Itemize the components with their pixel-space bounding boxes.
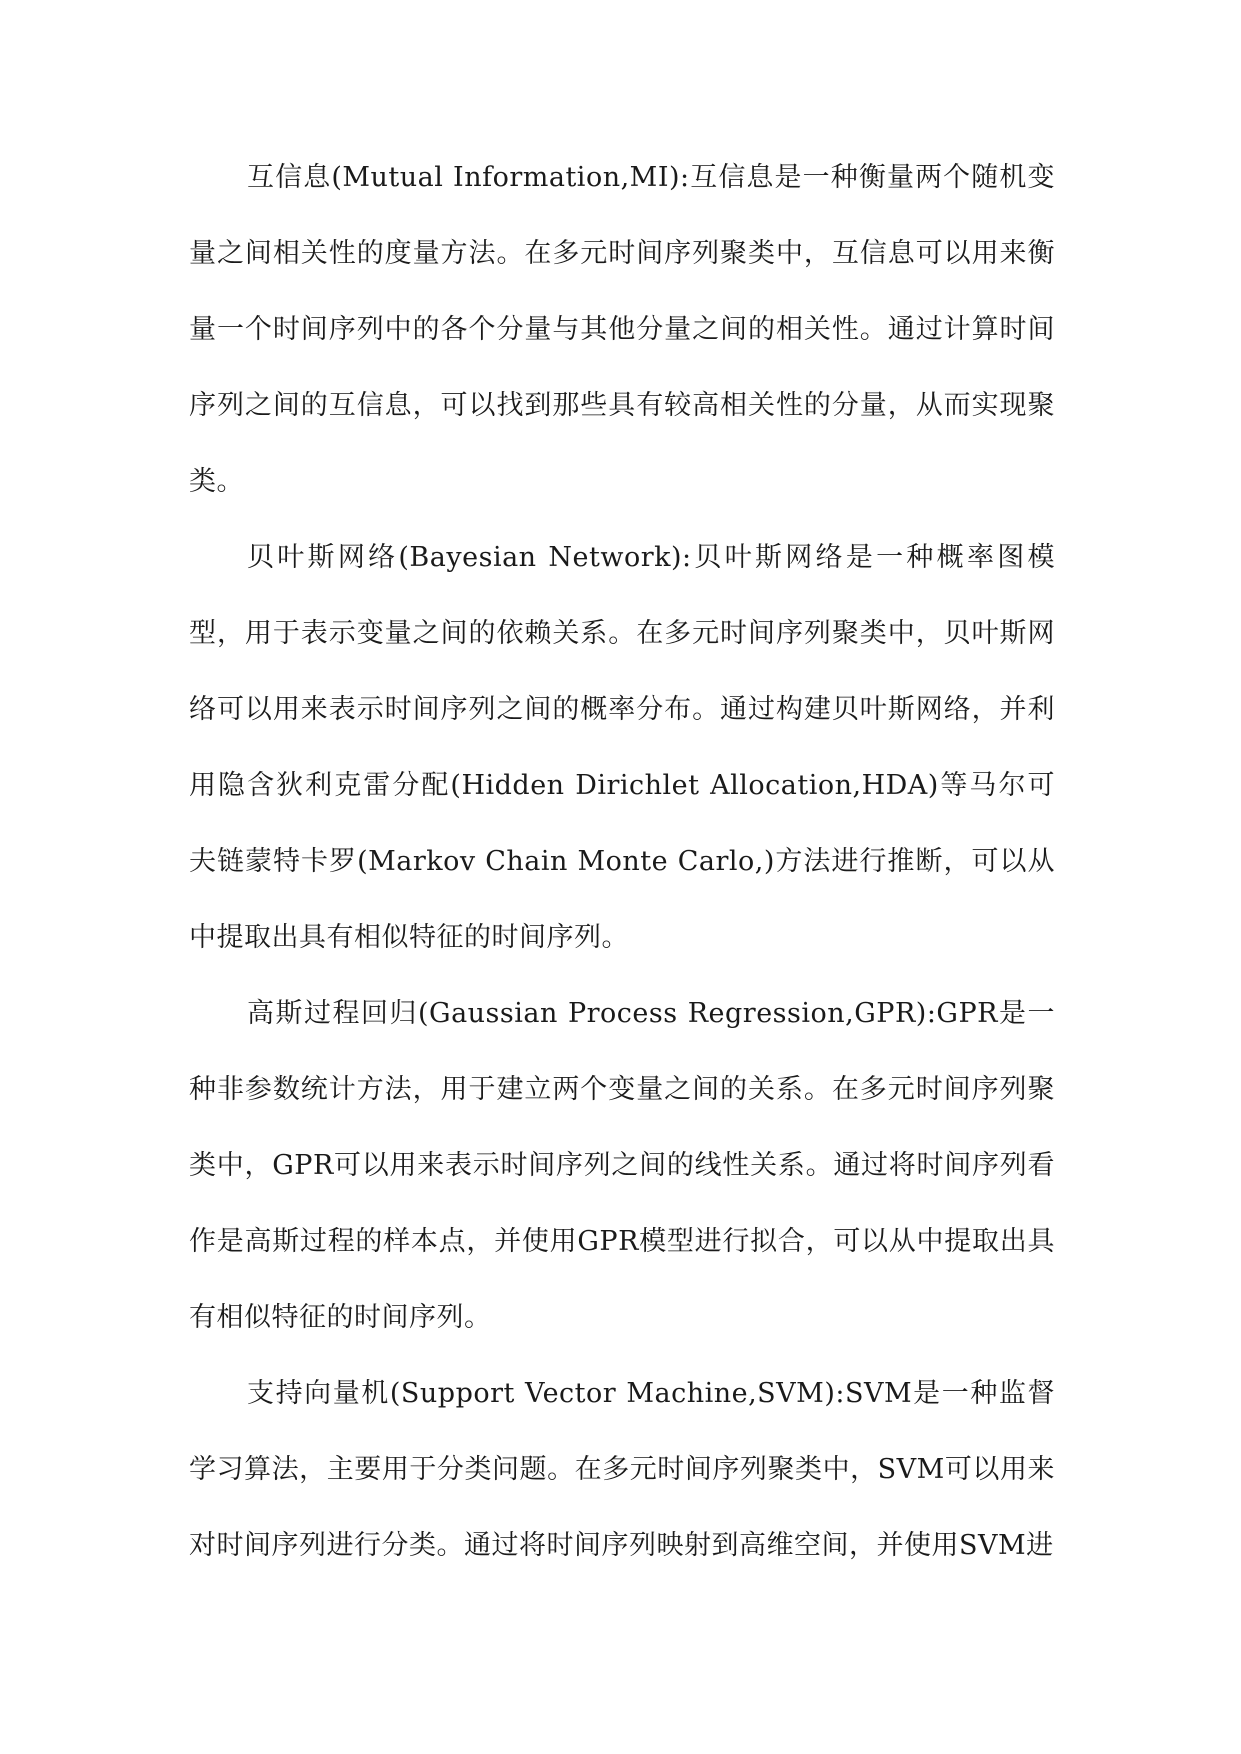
document-body: [189, 140, 1055, 1584]
paragraph-support-vector-machine: 支持向量机(Support Vector Machine,SVM):SVM是一种监督学习算法，主要用于分类问题。在多元时间序列聚类中，SVM可以用来对时间序列进行分类。通过将时间序列映射到高维空间，并使用SVM进: [189, 1378, 1055, 1561]
paragraph-mutual-information: 互信息(Mutual Information,MI):互信息是一种衡量两个随机变量之间相关性的度量方法。在多元时间序列聚类中，互信息可以用来衡量一个时间序列中的各个分量与其他分量之间的相关性。通过计算时间序列之间的互信息，可以找到那些具有较高相关性的分量，从而实现聚类。: [189, 162, 1055, 497]
paragraph-bayesian-network: 贝叶斯网络(Bayesian Network):贝叶斯网络是一种概率图模型，用于表示变量之间的依赖关系。在多元时间序列聚类中，贝叶斯网络可以用来表示时间序列之间的概率分布。通过构建贝叶斯网络，并利用隐含狄利克雷分配(Hidden Dirichlet Allocation,HDA)等马尔可夫链蒙特卡罗(Markov Chain Monte Carlo,)方法进行推断，可以从中提取出具有相似特征的时间序列。: [189, 542, 1055, 953]
paragraph-gaussian-process-regression: 高斯过程回归(Gaussian Process Regression,GPR):GPR是一种非参数统计方法，用于建立两个变量之间的关系。在多元时间序列聚类中，GPR可以用来表示时间序列之间的线性关系。通过将时间序列看作是高斯过程的样本点，并使用GPR模型进行拟合，可以从中提取出具有相似特征的时间序列。: [189, 998, 1055, 1333]
